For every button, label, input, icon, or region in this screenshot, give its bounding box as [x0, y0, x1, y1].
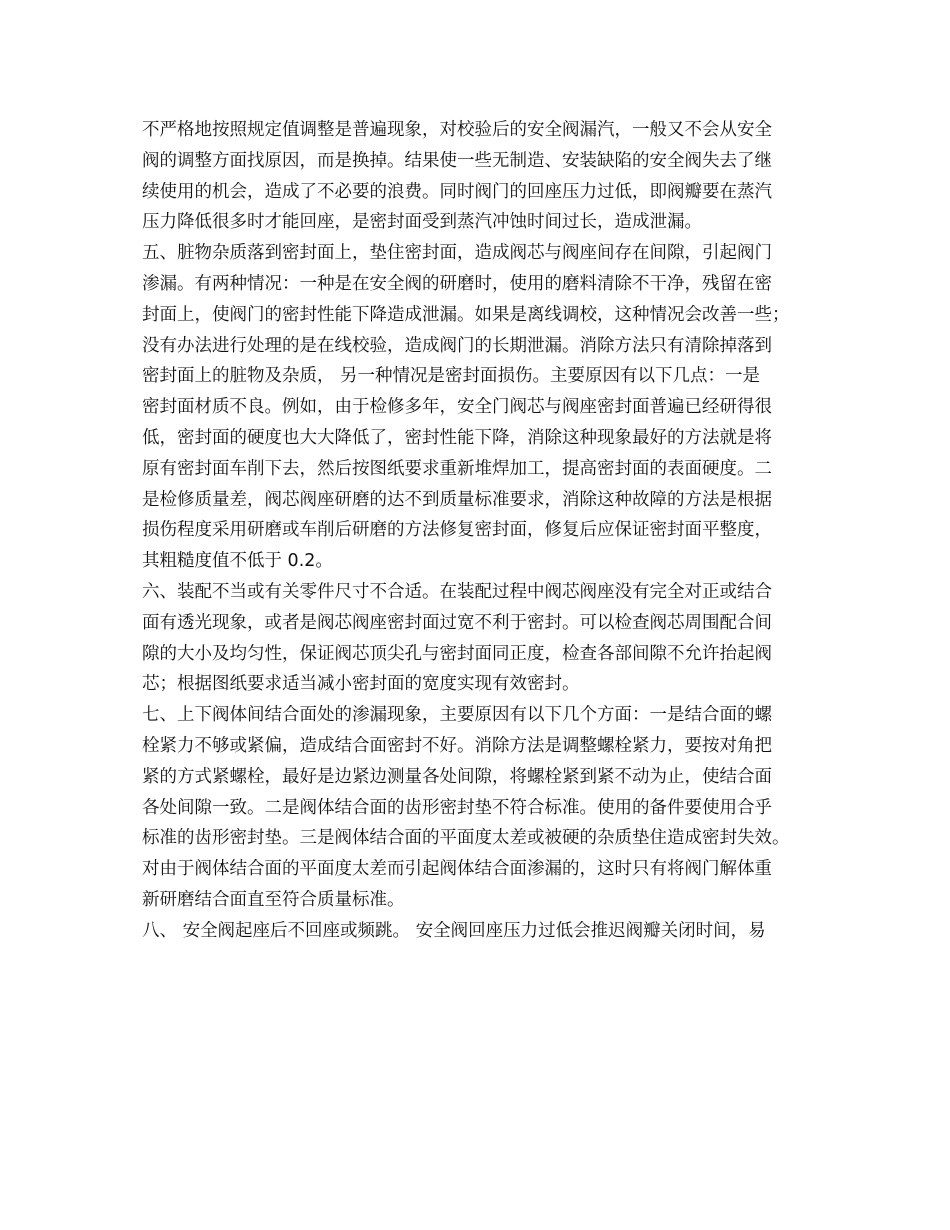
document-body: [142, 115, 822, 947]
text-line: 密封面材质不良。例如，由于检修多年，安全门阀芯与阀座密封面普遍已经研得很: [142, 397, 772, 418]
text-line: 面有透光现象，或者是阀芯阀座密封面过宽不利于密封。可以检查阀芯周围配合间: [142, 612, 772, 633]
section-eight-line: 八、 安全阀起座后不回座或频跳。 安全阀回座压力过低会推迟阀瓣关闭时间，易: [142, 920, 766, 941]
text-line: 不严格地按照规定值调整是普遍现象，对校验后的安全阀漏汽，一般又不会从安全: [142, 120, 772, 140]
text-line: 损伤程度采用研磨或车削后研磨的方法修复密封面，修复后应保证密封面平整度，: [142, 520, 772, 541]
text-line: 密封面上的脏物及杂质， 另一种情况是密封面损伤。主要原因有以下几点：一是: [142, 366, 761, 387]
text-line: 紧的方式紧螺栓，最好是边紧边测量各处间隙，将螺栓紧到紧不动为止，使结合面: [142, 766, 772, 787]
text-line: 隙的大小及均匀性，保证阀芯顶尖孔与密封面同正度，检查各部间隙不允许抬起阀: [142, 643, 772, 664]
text-line: 阀的调整方面找原因，而是换掉。结果使一些无制造、安装缺陷的安全阀失去了继: [142, 150, 772, 171]
text-line: 栓紧力不够或紧偏，造成结合面密封不好。消除方法是调整螺栓紧力，要按对角把: [142, 735, 772, 756]
text-line: 压力降低很多时才能回座，是密封面受到蒸汽冲蚀时间过长，造成泄漏。: [142, 212, 702, 233]
section-five-line: 五、脏物杂质落到密封面上，垫住密封面，造成阀芯与阀座间存在间隙，引起阀门: [142, 243, 772, 264]
section-seven-line: 七、上下阀体间结合面处的渗漏现象，主要原因有以下几个方面：一是结合面的螺: [142, 705, 772, 726]
text-line: 各处间隙一致。二是阀体结合面的齿形密封垫不符合标准。使用的备件要使用合乎: [142, 797, 772, 818]
section-six-line: 六、装配不当或有关零件尺寸不合适。在装配过程中阀芯阀座没有完全对正或结合: [142, 581, 772, 602]
text-line: 封面上，使阀门的密封性能下降造成泄漏。如果是离线调校，这种情况会改善一些；: [142, 304, 790, 325]
text-line: 芯；根据图纸要求适当减小密封面的宽度实现有效密封。: [142, 674, 580, 695]
text-line: 标准的齿形密封垫。三是阀体结合面的平面度太差或被硬的杂质垫住造成密封失效。: [142, 828, 790, 849]
text-line: 渗漏。有两种情况：一种是在安全阀的研磨时，使用的磨料清除不干净，残留在密: [142, 273, 772, 294]
text-line: 对由于阀体结合面的平面度太差而引起阀体结合面渗漏的，这时只有将阀门解体重: [142, 859, 772, 880]
text-line: 没有办法进行处理的是在线校验，造成阀门的长期泄漏。消除方法只有清除掉落到: [142, 335, 772, 356]
text-line: 低，密封面的硬度也大大降低了，密封性能下降，消除这种现象最好的方法就是将: [142, 427, 772, 448]
text-line: 是检修质量差，阀芯阀座研磨的达不到质量标准要求，消除这种故障的方法是根据: [142, 489, 772, 510]
text-line: 新研磨结合面直至符合质量标准。: [142, 889, 405, 910]
text-line: 原有密封面车削下去，然后按图纸要求重新堆焊加工，提高密封面的表面硬度。二: [142, 458, 772, 479]
text-line: 其粗糙度值不低于 0.2。: [142, 551, 333, 572]
text-line: 续使用的机会，造成了不必要的浪费。同时阀门的回座压力过低，即阀瓣要在蒸汽: [142, 181, 772, 202]
